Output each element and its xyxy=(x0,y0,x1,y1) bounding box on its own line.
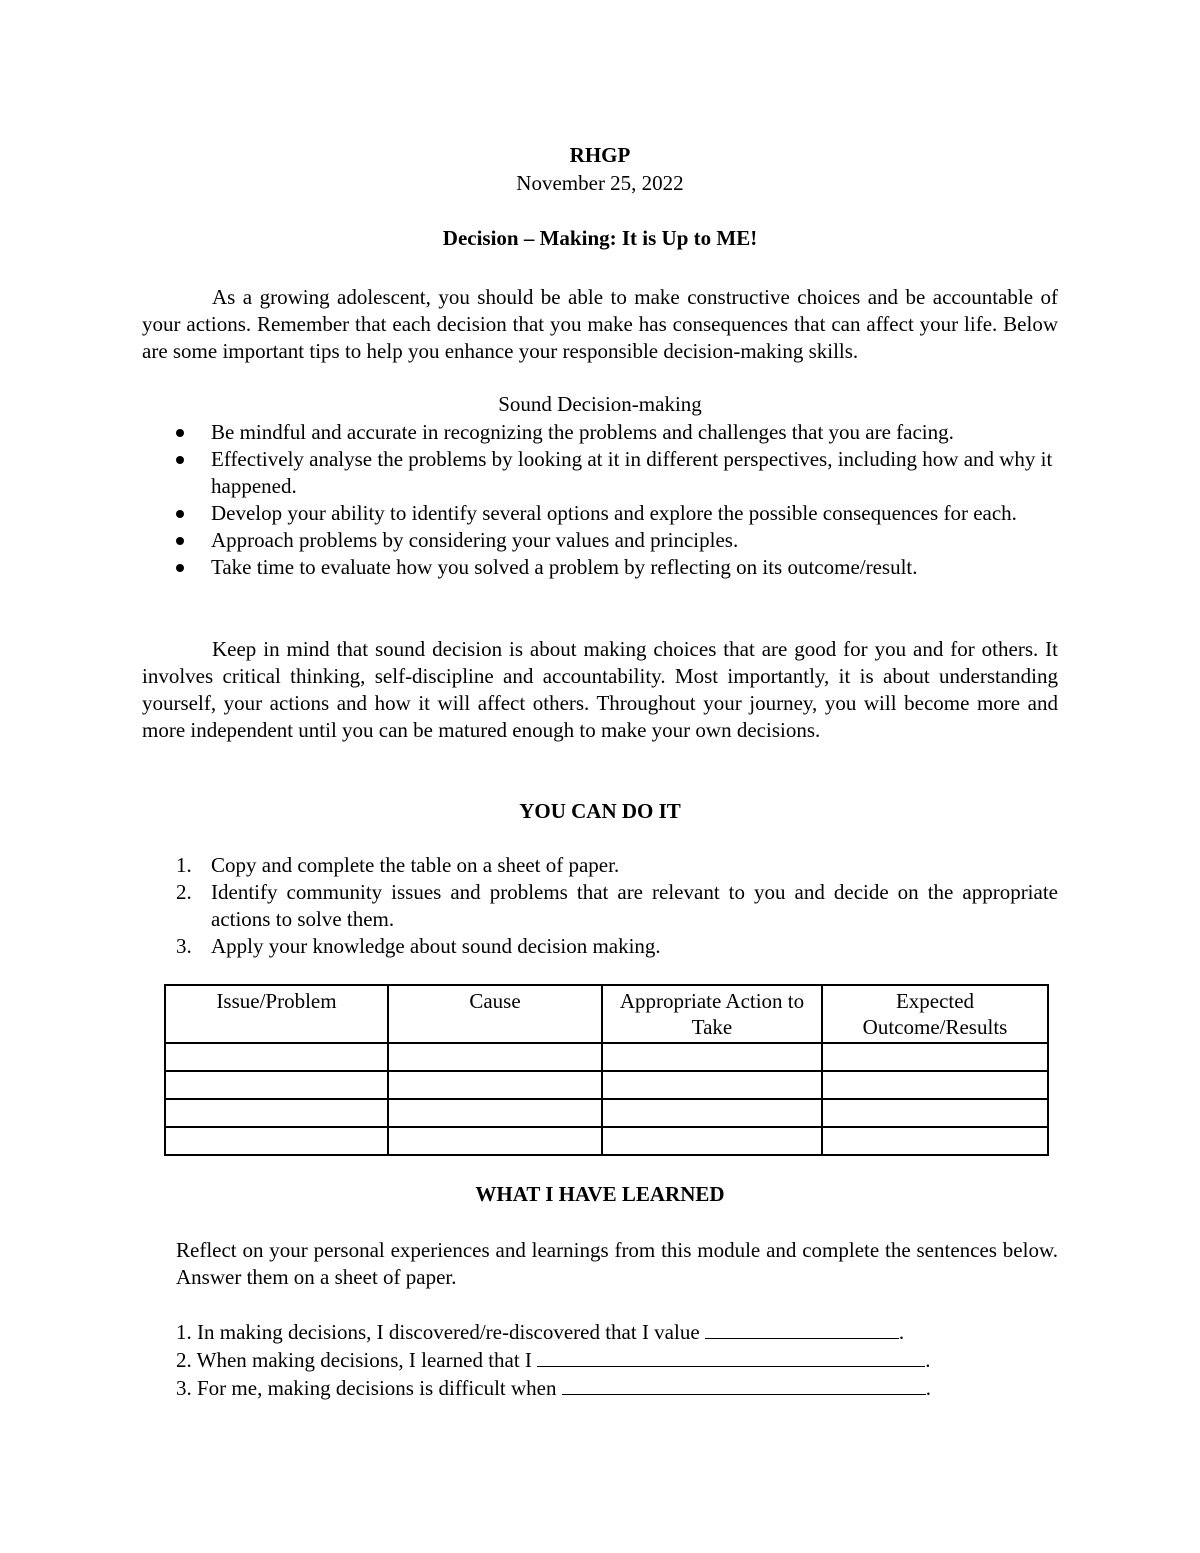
learned-instructions xyxy=(176,1237,1058,1291)
answer-blank[interactable] xyxy=(705,1318,899,1339)
lesson-title: Decision – Making: It is Up to ME! xyxy=(442,226,758,250)
document-date: November 25, 2022 xyxy=(516,171,684,195)
list-item: Be mindful and accurate in recognizing the problems and challenges that you are facing. xyxy=(142,419,1058,446)
table-cell[interactable] xyxy=(602,1071,822,1099)
table-cell[interactable] xyxy=(388,1127,602,1155)
column-header-action: Appropriate Action to Take xyxy=(602,985,822,1043)
answer-blank[interactable] xyxy=(537,1346,925,1367)
list-item: Take time to evaluate how you solved a problem by reflecting on its outcome/result. xyxy=(142,554,1058,581)
table-cell[interactable] xyxy=(822,1127,1048,1155)
list-item: Effectively analyse the problems by looking at it in different perspectives, including how and why it happened. xyxy=(142,446,1058,500)
table-row xyxy=(165,1099,1048,1127)
reflection-sentences xyxy=(176,1318,1056,1402)
table-cell[interactable] xyxy=(388,1043,602,1071)
reflection-sentence-2: 2. When making decisions, I learned that I . xyxy=(176,1348,931,1372)
column-header-issue: Issue/Problem xyxy=(165,985,388,1043)
table-row xyxy=(165,1127,1048,1155)
table-cell[interactable] xyxy=(602,1099,822,1127)
column-header-outcome: Expected Outcome/Results xyxy=(822,985,1048,1043)
reflection-sentence-3: 3. For me, making decisions is difficult when . xyxy=(176,1376,931,1400)
tips-list xyxy=(142,419,1058,581)
column-header-cause: Cause xyxy=(388,985,602,1043)
list-item: 3. Apply your knowledge about sound decision making. xyxy=(176,934,661,958)
table-cell[interactable] xyxy=(602,1043,822,1071)
list-item: Develop your ability to identify several options and explore the possible consequences for each. xyxy=(142,500,1058,527)
list-item: 2. Identify community issues and problems that are relevant to you and decide on the appropriate actions to solve them. xyxy=(176,880,1058,931)
document-title: RHGP xyxy=(569,143,631,167)
list-item: 1. Copy and complete the table on a sheet of paper. xyxy=(176,853,620,877)
intro-paragraph xyxy=(142,284,1058,365)
table-cell[interactable] xyxy=(388,1099,602,1127)
table-cell[interactable] xyxy=(822,1071,1048,1099)
table-cell[interactable] xyxy=(602,1127,822,1155)
table-cell[interactable] xyxy=(822,1099,1048,1127)
answer-blank[interactable] xyxy=(562,1374,926,1395)
table-header-row xyxy=(165,985,1048,1043)
decision-table xyxy=(164,984,1049,1156)
table-row xyxy=(165,1071,1048,1099)
intro-text: As a growing adolescent, you should be able to make constructive choices and be accountable of your actions. Remember that each decision that you make has consequences that can affect your life. Below are some important tips to help you enhance your responsible decision-making skills. xyxy=(142,285,1058,363)
table-cell[interactable] xyxy=(165,1127,388,1155)
summary-paragraph xyxy=(142,636,1058,744)
summary-text: Keep in mind that sound decision is about making choices that are good for you and for others. It involves critical thinking, self-discipline and accountability. Most importantly, it is about understanding yourself, your actions and how it will affect others. Throughout your journey, you will become more and more independent until you can be matured enough to make your own decisions. xyxy=(142,637,1058,742)
learned-heading: WHAT I HAVE LEARNED xyxy=(475,1182,725,1206)
activity-heading: YOU CAN DO IT xyxy=(519,799,681,823)
instructions-text: Reflect on your personal experiences and learnings from this module and complete the sentences below. Answer them on a sheet of paper. xyxy=(176,1238,1058,1289)
reflection-sentence-1: 1. In making decisions, I discovered/re-discovered that I value . xyxy=(176,1320,905,1344)
table-cell[interactable] xyxy=(165,1043,388,1071)
table-cell[interactable] xyxy=(388,1071,602,1099)
table-cell[interactable] xyxy=(822,1043,1048,1071)
tips-subheading: Sound Decision-making xyxy=(498,392,702,416)
list-item: Approach problems by considering your values and principles. xyxy=(142,527,1058,554)
activity-steps xyxy=(142,852,1058,960)
table-cell[interactable] xyxy=(165,1099,388,1127)
table-cell[interactable] xyxy=(165,1071,388,1099)
table-row xyxy=(165,1043,1048,1071)
